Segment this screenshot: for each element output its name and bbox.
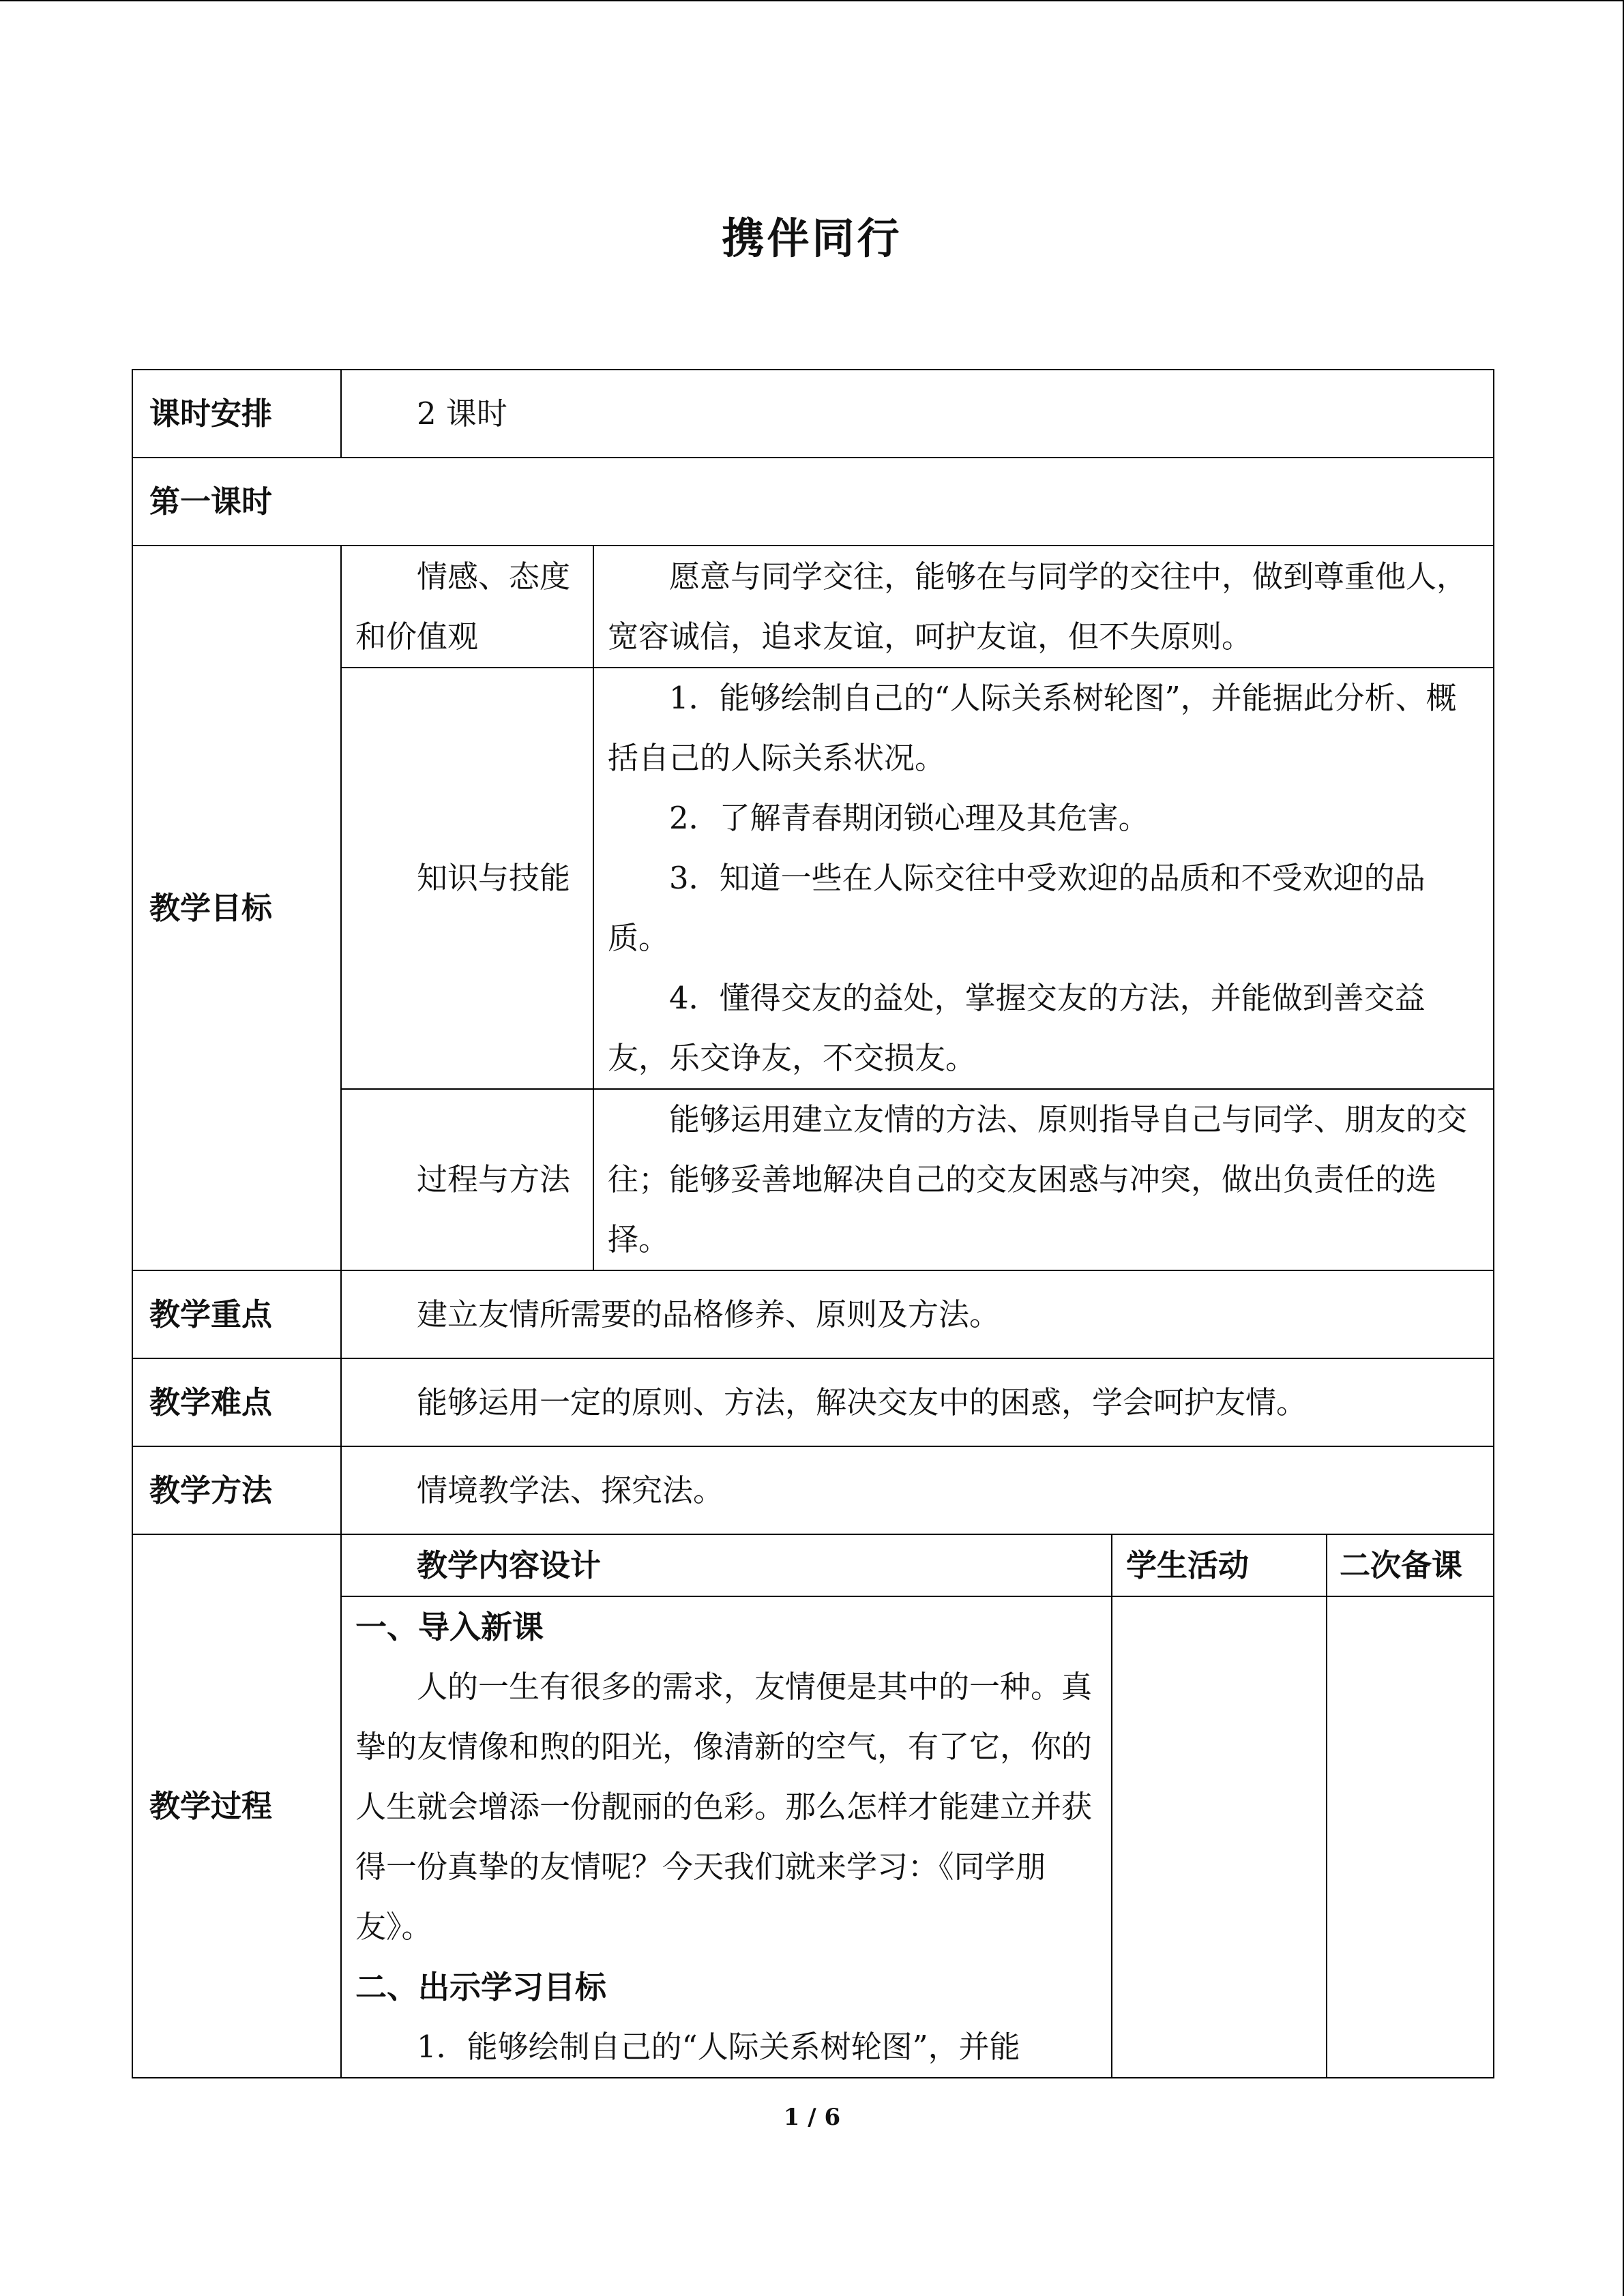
objective-text: 2．了解青春期闭锁心理及其危害。 bbox=[669, 800, 1149, 836]
objective-content-process bbox=[593, 1089, 1494, 1270]
difficulty-value: 能够运用一定的原则、方法，解决交友中的困惑，学会呵护友情。 bbox=[341, 1358, 1494, 1446]
difficulty-row bbox=[132, 1358, 1494, 1446]
objective-row-attitude bbox=[132, 546, 1494, 668]
key-point-value: 建立友情所需要的品格修养、原则及方法。 bbox=[341, 1270, 1494, 1358]
process-header-row bbox=[132, 1534, 1494, 1596]
revision-cell bbox=[1327, 1596, 1494, 2078]
lesson-one-label: 第一课时 bbox=[132, 458, 1494, 546]
lesson-plan-table bbox=[132, 369, 1494, 2078]
methods-value: 情境教学法、探究法。 bbox=[341, 1446, 1494, 1534]
objective-category-attitude: 情感、态度和价值观 bbox=[341, 546, 593, 668]
column-header-student: 学生活动 bbox=[1112, 1534, 1327, 1596]
process-content bbox=[341, 1596, 1112, 2078]
column-header-content: 教学内容设计 bbox=[341, 1534, 1112, 1596]
objective-text: 4．懂得交友的益处，掌握交友的方法，并能做到善交益友，乐交诤友，不交损友。 bbox=[608, 980, 1426, 1076]
lesson-one-row bbox=[132, 458, 1494, 546]
objective-content-attitude bbox=[593, 546, 1494, 668]
key-point-row bbox=[132, 1270, 1494, 1358]
column-header-revision: 二次备课 bbox=[1327, 1534, 1494, 1596]
objective-text: 能够运用建立友情的方法、原则指导自己与同学、朋友的交往；能够妥善地解决自己的交友困惑与冲突，做出负责任的选择。 bbox=[608, 1101, 1468, 1257]
schedule-value: 2 课时 bbox=[341, 370, 1494, 458]
section-title-goals: 二、出示学习目标 bbox=[355, 1969, 606, 2006]
objective-text: 愿意与同学交往，能够在与同学的交往中，做到尊重他人，宽容诚信，追求友谊，呵护友谊，但不失原则。 bbox=[608, 558, 1468, 655]
page-title: 携伴同行 bbox=[722, 213, 902, 263]
objectives-label: 教学目标 bbox=[132, 546, 341, 1270]
methods-label: 教学方法 bbox=[132, 1446, 341, 1534]
objective-text: 3．知道一些在人际交往中受欢迎的品质和不受欢迎的品质。 bbox=[608, 860, 1426, 956]
objective-content-knowledge bbox=[593, 668, 1494, 1089]
schedule-row bbox=[132, 370, 1494, 458]
difficulty-label: 教学难点 bbox=[132, 1358, 341, 1446]
schedule-label: 课时安排 bbox=[132, 370, 341, 458]
student-activity-cell bbox=[1112, 1596, 1327, 2078]
section-text-intro: 人的一生有很多的需求，友情便是其中的一种。真挚的友情像和煦的阳光，像清新的空气，有了它，你的人生就会增添一份靓丽的色彩。那么怎样才能建立并获得一份真挚的友情呢？今天我们就来学习：《同学朋友》。 bbox=[355, 1669, 1093, 1945]
section-title-intro: 一、导入新课 bbox=[355, 1609, 544, 1645]
objective-category-knowledge: 知识与技能 bbox=[341, 668, 593, 1089]
page-number: 1 / 6 bbox=[783, 2104, 841, 2131]
objective-text: 1．能够绘制自己的“人际关系树轮图”，并能据此分析、概括自己的人际关系状况。 bbox=[608, 680, 1457, 776]
section-text-goals: 1．能够绘制自己的“人际关系树轮图”，并能 bbox=[417, 2029, 1020, 2065]
methods-row bbox=[132, 1446, 1494, 1534]
key-point-label: 教学重点 bbox=[132, 1270, 341, 1358]
process-label: 教学过程 bbox=[132, 1534, 341, 2078]
objective-category-process: 过程与方法 bbox=[341, 1089, 593, 1270]
